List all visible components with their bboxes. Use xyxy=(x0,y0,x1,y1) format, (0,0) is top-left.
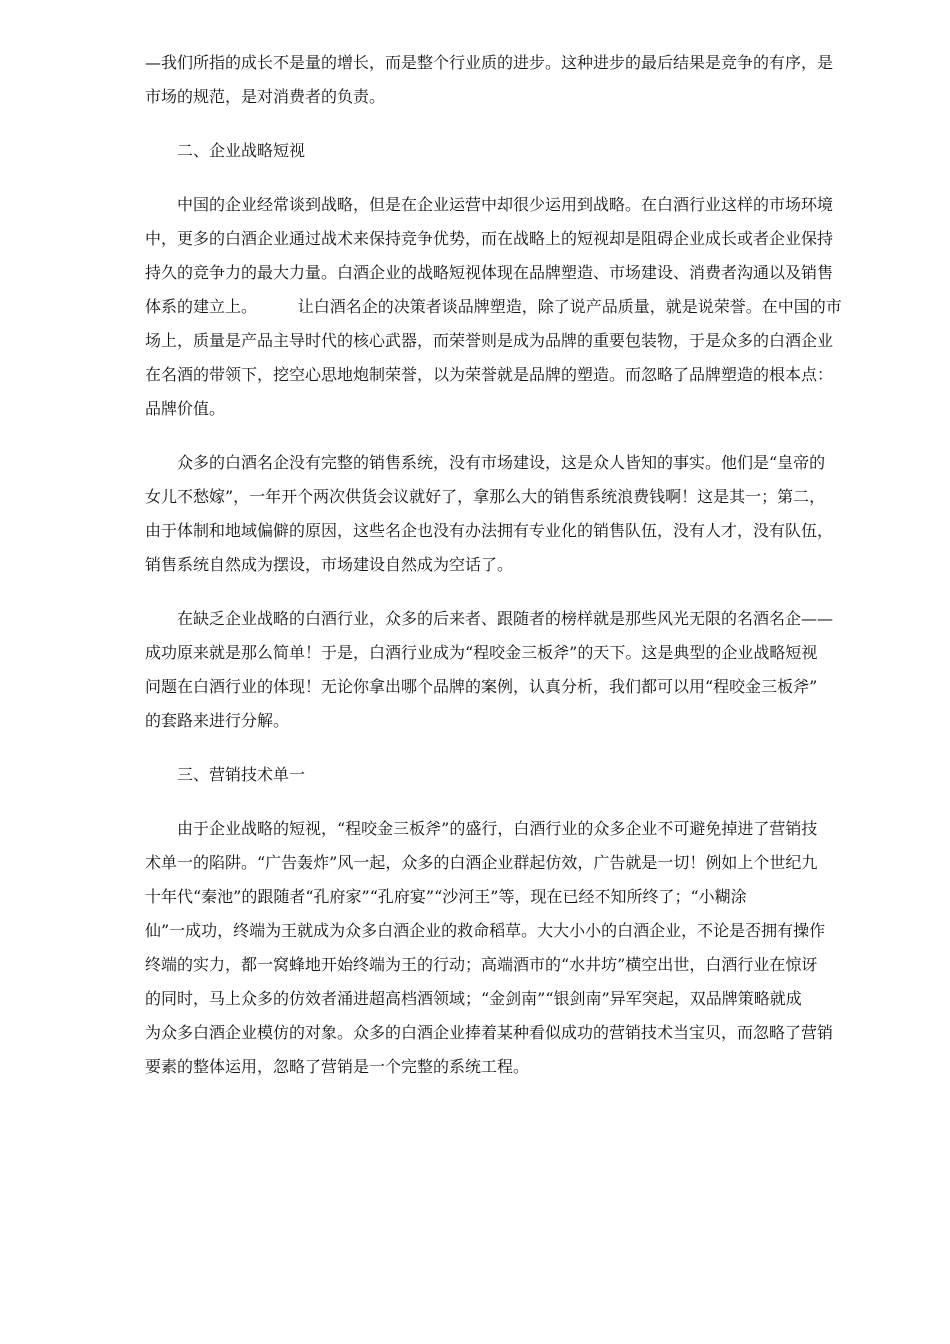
paragraph xyxy=(145,446,875,582)
text-line: —我们所指的成长不是量的增长，而是整个行业质的进步。这种进步的最后结果是竞争的有序，是 xyxy=(145,53,834,72)
text-line: 的同时，马上众多的仿效者涌进超高档酒领域；“金剑南”“银剑南”异军突起，双品牌策略就成 xyxy=(145,989,802,1008)
text-line: 中，更多的白酒企业通过战术来保持竞争优势，而在战略上的短视却是阻碍企业成长或者企业保持 xyxy=(145,229,834,248)
paragraph xyxy=(145,812,875,1084)
paragraph xyxy=(145,602,875,738)
text-line: 持久的竞争力的最大力量。白酒企业的战略短视体现在品牌塑造、市场建设、消费者沟通以及销售 xyxy=(145,263,834,282)
text-line: 术单一的陷阱。“广告轰炸”风一起，众多的白酒企业群起仿效，广告就是一切！例如上个世纪九 xyxy=(145,853,818,872)
text-line: 十年代“秦池”的跟随者“孔府家”“孔府宴”“沙河王”等，现在已经不知所终了；“小糊涂 xyxy=(145,887,747,906)
text-line: 市场的规范，是对消费者的负责。 xyxy=(145,87,386,106)
text-line: 在缺乏企业战略的白酒行业，众多的后来者、跟随者的榜样就是那些风光无限的名酒名企—— xyxy=(177,609,834,628)
paragraph-continuation xyxy=(145,46,875,114)
text-line: 成功原来就是那么简单！于是，白酒行业成为“程咬金三板斧”的天下。这是典型的企业战略短视 xyxy=(145,643,818,662)
text-line: 仙”一成功，终端为王就成为众多白酒企业的救命稻草。大大小小的白酒企业，不论是否拥有操作 xyxy=(145,921,826,940)
text-line: 为众多白酒企业模仿的对象。众多的白酒企业捧着某种看似成功的营销技术当宝贝，而忽略了营销 xyxy=(145,1023,834,1042)
text-line: 终端的实力，都一窝蜂地开始终端为王的行动；高端酒市的“水井坊”横空出世，白酒行业在惊讶 xyxy=(145,955,818,974)
paragraph xyxy=(145,188,875,426)
text-line: 问题在白酒行业的体现！无论你拿出哪个品牌的案例，认真分析，我们都可以用“程咬金三板斧” xyxy=(145,677,818,696)
text-line: 由于体制和地域偏僻的原因，这些名企也没有办法拥有专业化的销售队伍，没有人才，没有队伍， xyxy=(145,521,834,540)
section-heading: 二、企业战略短视 xyxy=(177,141,306,160)
text-line: 众多的白酒名企没有完整的销售系统，没有市场建设，这是众人皆知的事实。他们是“皇帝的 xyxy=(177,453,826,472)
text-line: 由于企业战略的短视，“程咬金三板斧”的盛行，白酒行业的众多企业不可避免掉进了营销技 xyxy=(177,819,818,838)
text-line: 销售系统自然成为摆设，市场建设自然成为空话了。 xyxy=(145,555,514,574)
text-line: 中国的企业经常谈到战略，但是在企业运营中却很少运用到战略。在白酒行业这样的市场环境 xyxy=(177,195,834,214)
text-line: 在名酒的带领下，挖空心思地炮制荣誉，以为荣誉就是品牌的塑造。而忽略了品牌塑造的根本点： xyxy=(145,365,834,384)
section-heading: 三、营销技术单一 xyxy=(177,765,306,784)
document-page xyxy=(145,46,875,1084)
text-line: 场上，质量是产品主导时代的核心武器，而荣誉则是成为品牌的重要包装物，于是众多的白酒企业 xyxy=(145,331,834,350)
text-line: 女儿不愁嫁”，一年开个两次供货会议就好了，拿那么大的销售系统浪费钱啊！这是其一；第二， xyxy=(145,487,826,506)
text-line: 品牌价值。 xyxy=(145,399,226,418)
text-line: 要素的整体运用，忽略了营销是一个完整的系统工程。 xyxy=(145,1057,530,1076)
text-line: 体系的建立上。 让白酒名企的决策者谈品牌塑造，除了说产品质量，就是说荣誉。在中国的市 xyxy=(145,297,842,316)
text-line: 的套路来进行分解。 xyxy=(145,711,290,730)
